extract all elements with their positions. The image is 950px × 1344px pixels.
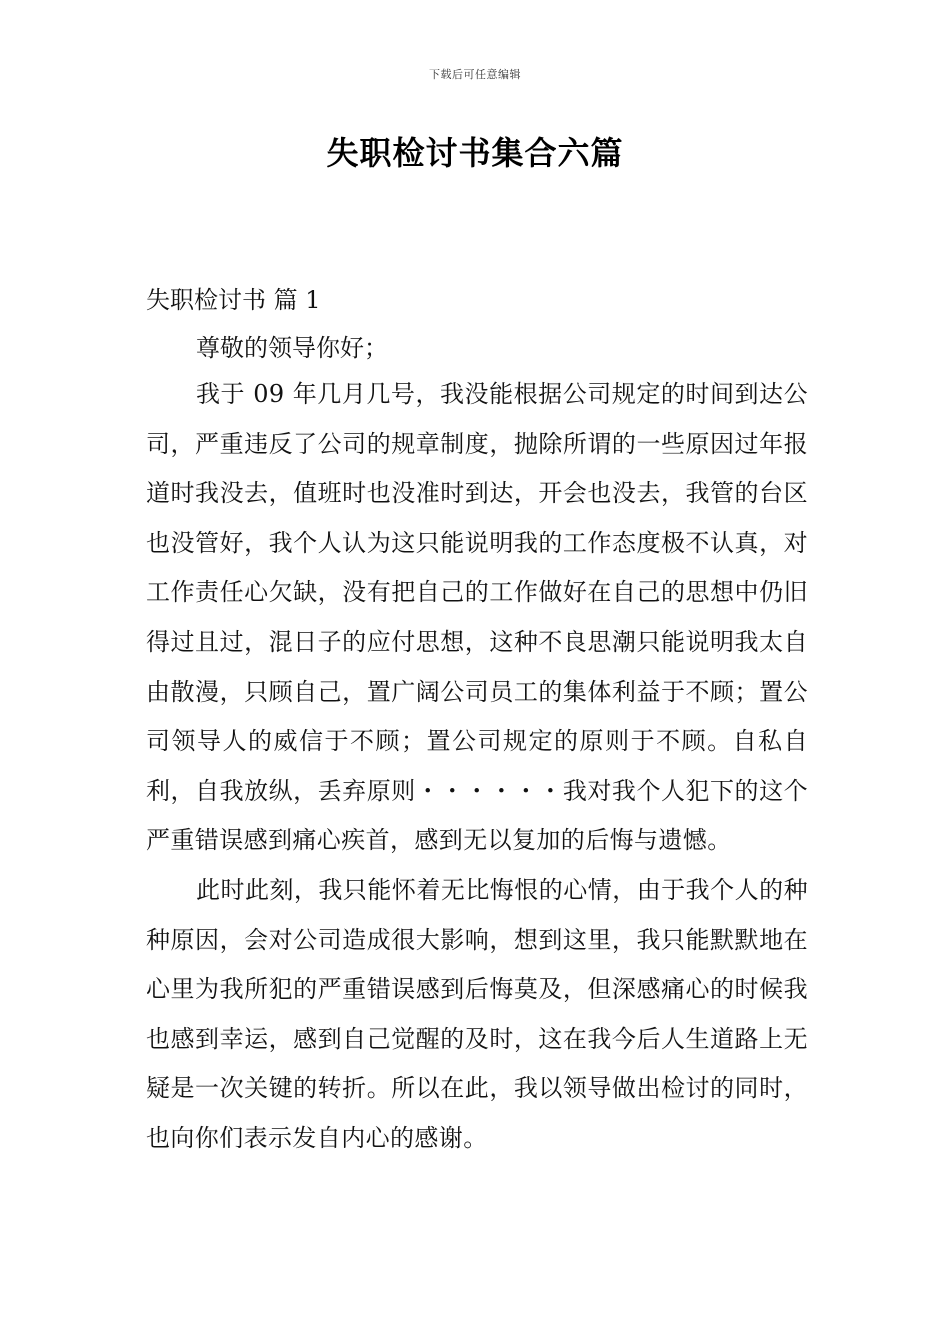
document-body	[146, 282, 808, 1164]
header-note: 下载后可任意编辑	[429, 68, 521, 81]
document-title: 失职检讨书集合六篇	[326, 134, 624, 172]
greeting-line: 尊敬的领导你好；	[196, 334, 388, 362]
paragraph: 我于 09 年几月几号，我没能根据公司规定的时间到达公司，严重违反了公司的规章制度，抛除所谓的一些原因过年报道时我没去，值班时也没准时到达，开会也没去，我管的台区也没管好，我个人认为这只能说明我的工作态度极不认真，对工作责任心欠缺，没有把自己的工作做好在自己的思想中仍旧得过且过，混日子的应付思想，这种不良思潮只能说明我太自由散漫，只顾自己，置广阔公司员工的集体利益于不顾；置公司领导人的威信于不顾；置公司规定的原则于不顾。自私自利，自我放纵，丢弃原则・・・・・・我对我个人犯下的这个严重错误感到痛心疾首，感到无以复加的后悔与遗憾。	[146, 380, 808, 855]
paragraph: 此时此刻，我只能怀着无比悔恨的心情，由于我个人的种种原因，会对公司造成很大影响，想到这里，我只能默默地在心里为我所犯的严重错误感到后悔莫及，但深感痛心的时候我也感到幸运，感到自己觉醒的及时，这在我今后人生道路上无疑是一次关键的转折。所以在此，我以领导做出检讨的同时，也向你们表示发自内心的感谢。	[146, 875, 808, 1152]
section-heading: 失职检讨书 篇 1	[146, 286, 321, 314]
